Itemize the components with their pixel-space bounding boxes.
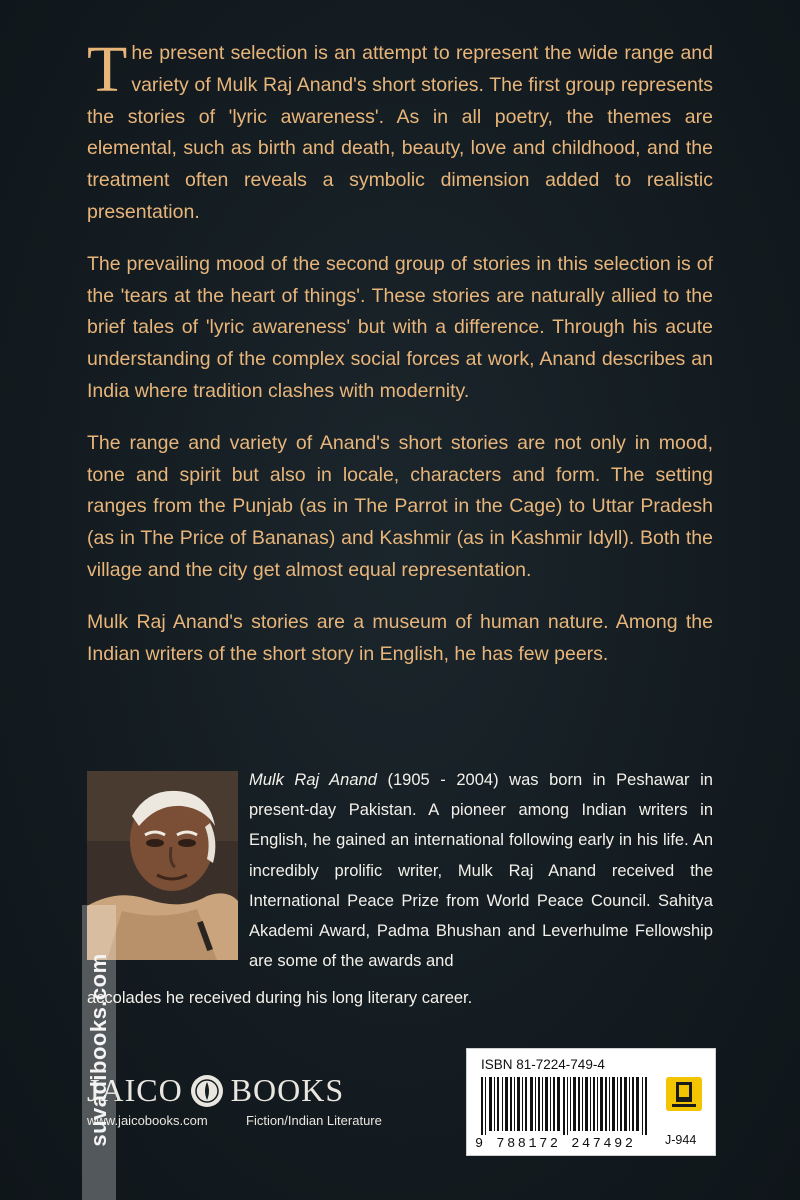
blurb-paragraph-1 <box>87 33 713 229</box>
author-bio-last-line: accolades he received during his long literary career. <box>87 989 473 1007</box>
publisher-name-right: BOOKS <box>230 1072 345 1108</box>
blurb-paragraph-1-text: he present selection is an attempt to represent the wide range and variety of Mulk Raj Anand's short stories. The first group represents the stories of 'lyric awareness'. As in all poetry, the themes are elemental, such as birth and death, beauty, love and childhood, and the treatment often reveals a symbolic dimension added to realistic presentation. <box>87 42 713 223</box>
isbn-label: ISBN 81-7224-749-4 <box>481 1057 605 1072</box>
author-bio-text: (1905 - 2004) was born in Peshawar in present-day Pakistan. A pioneer among Indian writers in English, he gained an international following early in his life. An incredibly prolific writer, Mulk Raj Anand received the International Peace Prize from World Peace Council. Sahitya Akademi Award, Padma Bhushan and Leverhulme Fellowship are some of the awards and <box>249 771 713 971</box>
book-category: Fiction/Indian Literature <box>246 1113 382 1128</box>
publisher-emblem-icon <box>191 1075 223 1107</box>
author-bio <box>249 765 713 976</box>
isbn-panel <box>466 1048 716 1156</box>
publisher-logo <box>87 1072 344 1109</box>
author-name: Mulk Raj Anand <box>249 771 377 789</box>
blurb <box>87 33 713 690</box>
book-code: J-944 <box>665 1133 697 1147</box>
publisher-name-left: JAICO <box>87 1072 183 1108</box>
blurb-paragraph-2: The prevailing mood of the second group of stories in this selection is of the 'tears at the heart of things'. These stories are naturally allied to the brief tales of 'lyric awareness' but with a difference. Through his acute understanding of the complex social forces at work, Anand describes an India where tradition clashes with modernity. <box>87 252 713 402</box>
drop-cap: T <box>87 33 128 106</box>
blurb-paragraph-3: The range and variety of Anand's short stories are not only in mood, tone and spirit but also in locale, characters and form. The setting ranges from the Punjab (as in The Parrot in the Cage) to Uttar Pradesh (as in The Price of Bananas) and Kashmir (as in Kashmir Idyll). Both the village and the city get almost equal representation. <box>87 431 713 581</box>
barcode-icon <box>481 1077 651 1135</box>
ebook-badge-icon <box>666 1077 702 1111</box>
publisher-website: www.jaicobooks.com <box>87 1113 208 1128</box>
barcode-digits: 9 788172 247492 <box>475 1137 636 1152</box>
blurb-paragraph-4: Mulk Raj Anand's stories are a museum of human nature. Among the Indian writers of the short story in English, he has few peers. <box>87 610 713 665</box>
watermark-text: suvadibooks.com <box>86 953 111 1147</box>
